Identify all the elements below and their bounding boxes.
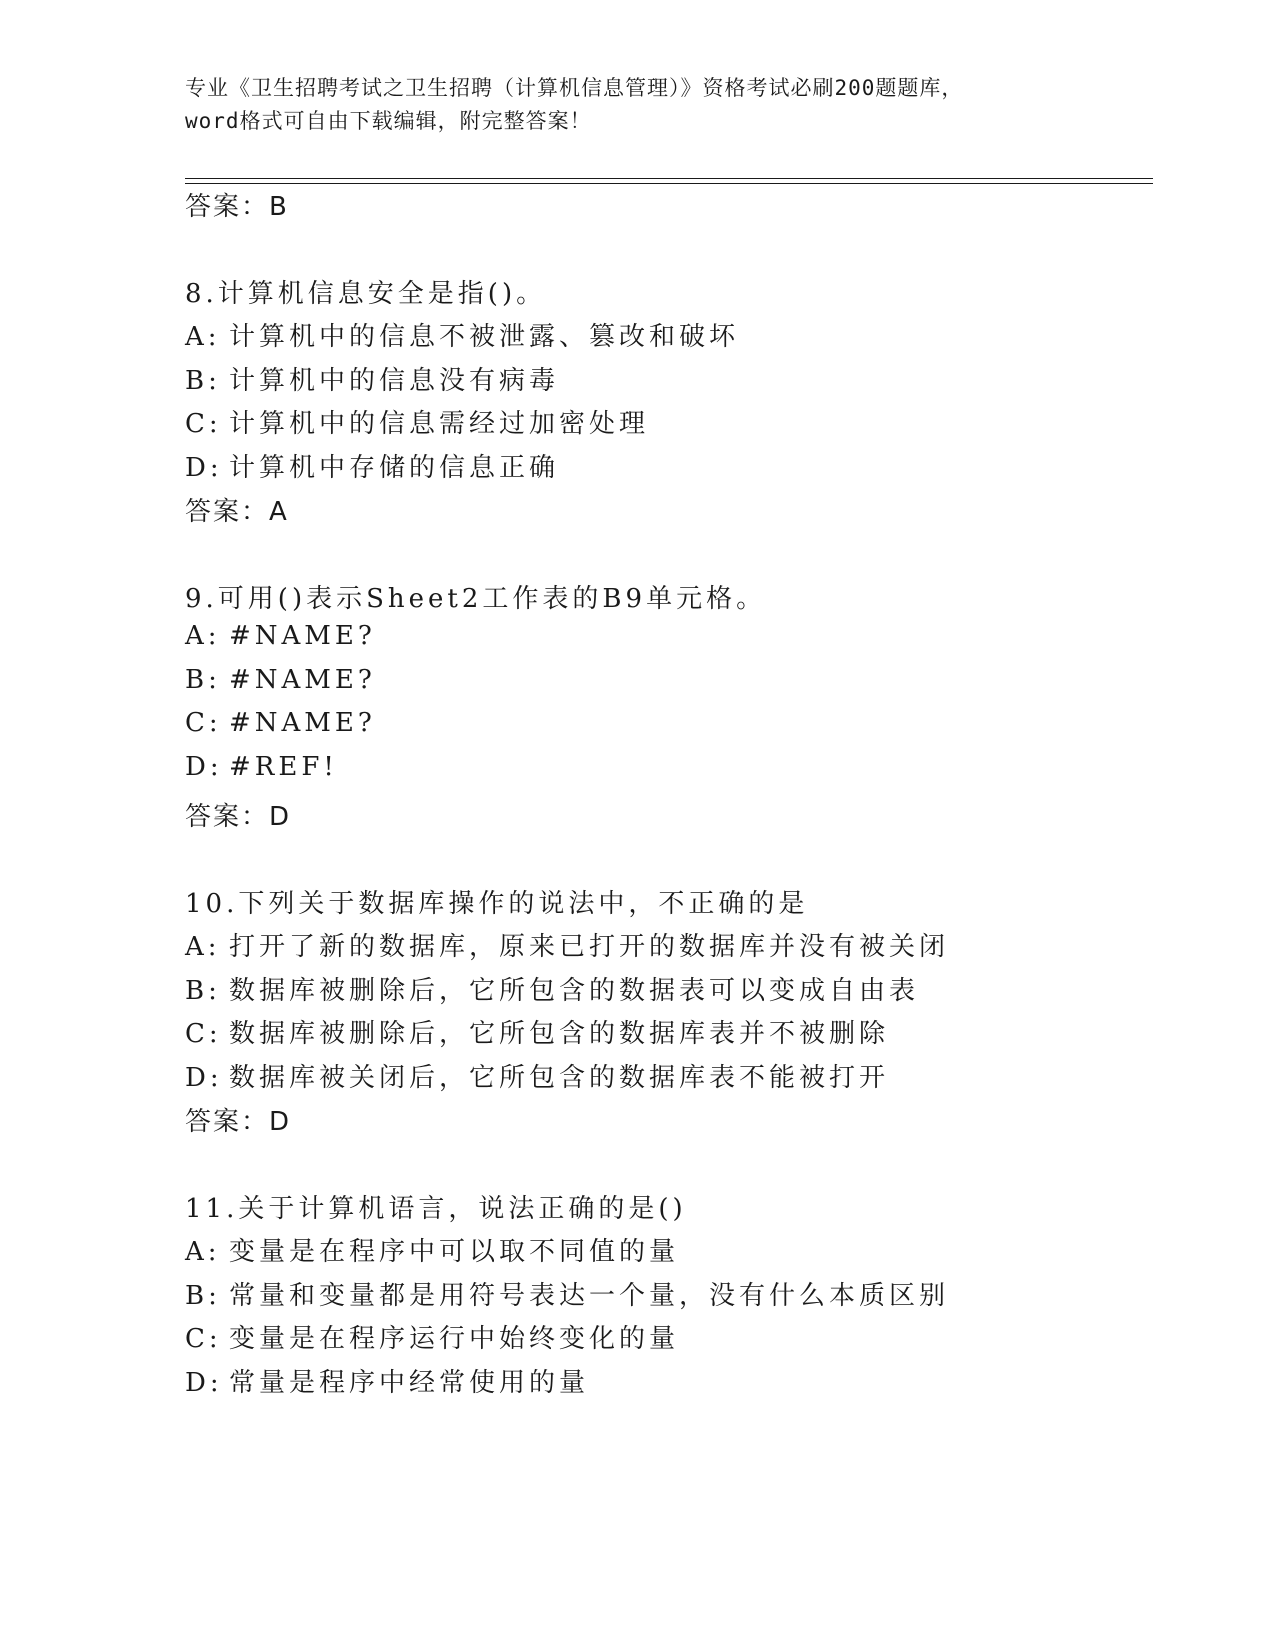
option-line bbox=[185, 708, 376, 738]
option-line bbox=[185, 403, 649, 440]
option-letter: C: bbox=[185, 1324, 222, 1354]
option-line bbox=[185, 1318, 679, 1355]
option-line bbox=[185, 360, 559, 397]
option-text: 变量是在程序中可以取不同值的量 bbox=[229, 1237, 680, 1267]
option-text: 变量是在程序运行中始终变化的量 bbox=[229, 1324, 680, 1354]
option-line bbox=[185, 1362, 589, 1399]
option-letter: A: bbox=[185, 621, 221, 651]
answer-line: 答案：B bbox=[185, 192, 289, 222]
option-line bbox=[185, 752, 338, 782]
question-stem: 10.下列关于数据库操作的说法中，不正确的是 bbox=[185, 889, 809, 919]
option-letter: D: bbox=[185, 1063, 223, 1093]
option-letter: A: bbox=[185, 1237, 221, 1267]
option-line bbox=[185, 665, 376, 695]
question-stem: 8.计算机信息安全是指()。 bbox=[185, 279, 547, 309]
option-letter: D: bbox=[185, 453, 223, 483]
header-rule-bottom bbox=[185, 183, 1153, 184]
option-line bbox=[185, 621, 376, 651]
option-letter: D: bbox=[185, 1368, 223, 1398]
option-text: #NAME? bbox=[229, 665, 376, 695]
option-line bbox=[185, 316, 739, 353]
option-letter: C: bbox=[185, 708, 222, 738]
option-letter: D: bbox=[185, 752, 223, 782]
document-header bbox=[185, 72, 1085, 138]
option-letter: A: bbox=[185, 322, 221, 352]
question-stem: 9.可用()表示Sheet2工作表的B9单元格。 bbox=[185, 584, 767, 614]
option-text: 数据库被关闭后，它所包含的数据库表不能被打开 bbox=[229, 1063, 890, 1093]
option-line bbox=[185, 1275, 949, 1312]
header-line-2: word格式可自由下载编辑，附完整答案！ bbox=[185, 109, 592, 133]
option-letter: B: bbox=[185, 976, 221, 1006]
option-text: 数据库被删除后，它所包含的数据库表并不被删除 bbox=[229, 1019, 890, 1049]
option-letter: A: bbox=[185, 932, 221, 962]
option-text: 常量是程序中经常使用的量 bbox=[229, 1368, 590, 1398]
option-text: 计算机中的信息不被泄露、篡改和破坏 bbox=[229, 322, 740, 352]
option-line bbox=[185, 926, 949, 963]
option-line bbox=[185, 1231, 679, 1268]
option-text: #REF! bbox=[229, 752, 338, 782]
answer-line: 答案：A bbox=[185, 497, 289, 527]
option-text: #NAME? bbox=[229, 621, 376, 651]
option-text: 计算机中的信息没有病毒 bbox=[229, 366, 560, 396]
option-line bbox=[185, 970, 919, 1007]
option-letter: C: bbox=[185, 409, 222, 439]
header-line-1: 专业《卫生招聘考试之卫生招聘（计算机信息管理）》资格考试必刷200题题库， bbox=[185, 76, 964, 100]
option-letter: B: bbox=[185, 366, 221, 396]
option-text: 数据库被删除后，它所包含的数据表可以变成自由表 bbox=[229, 976, 920, 1006]
option-text: 计算机中的信息需经过加密处理 bbox=[229, 409, 650, 439]
option-text: 常量和变量都是用符号表达一个量，没有什么本质区别 bbox=[229, 1281, 950, 1311]
option-text: 打开了新的数据库，原来已打开的数据库并没有被关闭 bbox=[229, 932, 950, 962]
answer-line: 答案：D bbox=[185, 802, 292, 832]
option-line bbox=[185, 1057, 889, 1094]
header-rule-top bbox=[185, 178, 1153, 179]
question-stem: 11.关于计算机语言，说法正确的是() bbox=[185, 1194, 687, 1224]
option-letter: C: bbox=[185, 1019, 222, 1049]
option-letter: B: bbox=[185, 1281, 221, 1311]
option-letter: B: bbox=[185, 665, 221, 695]
option-line bbox=[185, 447, 559, 484]
option-text: 计算机中存储的信息正确 bbox=[229, 453, 560, 483]
option-text: #NAME? bbox=[229, 708, 376, 738]
option-line bbox=[185, 1013, 889, 1050]
answer-line: 答案：D bbox=[185, 1107, 292, 1137]
